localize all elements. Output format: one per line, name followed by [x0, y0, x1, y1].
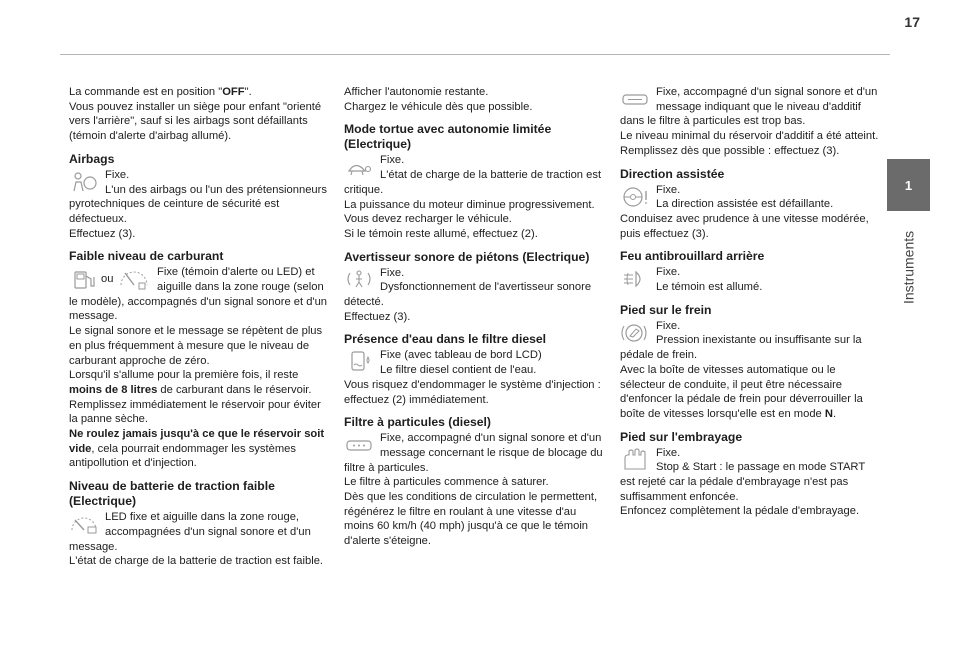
clutch-heading: Pied sur l'embrayage — [620, 429, 743, 444]
tortoise-status: Fixe. — [380, 154, 405, 167]
dpf-text-3: Dès que les conditions de circulation le permettent, régénérez le filtre en roulant à une vitesse d'au moins 60 km/h (40 mph) jusqu'à ce que le témoin d'alerte s'éteigne. — [344, 491, 598, 548]
foot-on-brake-icon — [620, 321, 652, 345]
tortoise-section — [344, 153, 606, 241]
brake-heading: Pied sur le frein — [620, 302, 712, 317]
page-number: 17 — [904, 14, 920, 30]
fuel-pump-icon — [69, 268, 101, 290]
intro-text: La commande est en position " — [69, 86, 223, 98]
column-1 — [69, 85, 331, 569]
additive-text-1: Fixe, accompagné d'un signal sonore et d'un message indiquant que le niveau d'additif dans le filtre à particules est trop bas. — [620, 86, 878, 128]
pedestrian-action: Effectuez (3). — [344, 310, 411, 323]
column-2 — [344, 85, 606, 549]
battery-text-1: LED fixe et aiguille dans la zone rouge, accompagnées d'un signal sonore et d'un message. — [69, 511, 311, 553]
battery-text-2: L'état de charge de la batterie de traction est faible. — [69, 555, 324, 568]
tortoise-text-4: Si le témoin reste allumé, effectuez (2). — [344, 227, 538, 240]
or-label: ou — [101, 272, 114, 285]
airbag-icon — [69, 170, 101, 194]
chapter-label: Instruments — [900, 230, 917, 304]
foglamp-section — [620, 265, 882, 294]
brake-text-2 — [620, 363, 882, 422]
fuel-text-3b: de carburant dans le réservoir. — [157, 383, 312, 396]
fuel-icons — [69, 267, 153, 291]
additive-text-2: Le niveau minimal du réservoir d'additif a été atteint. — [620, 130, 879, 143]
fuel-litres: moins de 8 litres — [69, 383, 158, 396]
foglamp-heading: Feu antibrouillard arrière — [620, 249, 765, 264]
pedestrian-horn-icon — [344, 268, 376, 292]
pedestrian-heading: Avertisseur sonore de piétons (Electrique) — [344, 249, 590, 264]
particle-filter-icon — [344, 433, 376, 457]
additive-section — [620, 85, 882, 159]
steering-heading: Direction assistée — [620, 166, 725, 181]
additive-text-3: Remplissez dès que possible : effectuez (3). — [620, 144, 840, 157]
fuel-text-1: Fixe (témoin d'alerte ou LED) et aiguille dans la zone rouge (selon le modèle), accompagnés d'un signal sonore et d'un message. — [69, 266, 328, 323]
rear-fog-lamp-icon — [620, 267, 652, 291]
brake-status: Fixe. — [656, 319, 681, 332]
pedestrian-status: Fixe. — [380, 266, 405, 279]
water-filter-heading: Présence d'eau dans le filtre diesel — [344, 332, 547, 347]
fuel-warning-rest: , cela pourrait endommager les systèmes antipollution et d'injection. — [69, 442, 296, 470]
clutch-status: Fixe. — [656, 446, 681, 459]
brake-text-2a: Avec la boîte de vitesses automatique ou le sélecteur de conduite, il peut être nécessaire d'enfoncer la pédale de frein pour déverrouiller la boîte de vitesses lorsqu'elle est en mode — [620, 363, 863, 420]
tortoise-text-3: Vous devez recharger le véhicule. — [344, 213, 512, 226]
water-text-1: Le filtre diesel contient de l'eau. — [380, 364, 537, 377]
column-3 — [620, 85, 882, 519]
clutch-text-2: Enfoncez complètement la pédale d'embrayage. — [620, 505, 860, 518]
water-in-diesel-icon — [344, 350, 376, 374]
water-status: Fixe (avec tableau de bord LCD) — [380, 349, 542, 362]
dpf-heading: Filtre à particules (diesel) — [344, 415, 491, 430]
clutch-section — [620, 446, 882, 520]
dpf-text-2: Le filtre à particules commence à saturer. — [344, 476, 549, 489]
clutch-text-1: Stop & Start : le passage en mode START est rejeté car la pédale d'embrayage n'est pas suffisamment enfoncée. — [620, 461, 865, 503]
fuel-text-4: Remplissez immédiatement le réservoir pour éviter la panne sèche. — [69, 398, 321, 426]
charge-text: Chargez le véhicule dès que possible. — [344, 100, 533, 113]
dpf-section — [344, 431, 606, 549]
gear-mode-n: N — [824, 407, 833, 420]
off-label: OFF — [222, 86, 245, 98]
steering-text-2: Conduisez avec prudence à une vitesse modérée, puis effectuez (3). — [620, 212, 869, 240]
intro-paragraph-1 — [69, 85, 331, 100]
foot-on-clutch-icon — [620, 448, 652, 472]
chapter-tab[interactable]: 1 — [887, 159, 930, 211]
airbags-status: Fixe. — [105, 168, 130, 181]
airbags-text: L'un des airbags ou l'un des prétensionneurs pyrotechniques de ceinture de sécurité est défectueux. — [69, 183, 327, 225]
fuel-warning-bold: Ne roulez jamais jusqu'à ce que le réservoir soit vide — [69, 428, 325, 455]
dpf-text-1: Fixe, accompagné d'un signal sonore et d'un message concernant le risque de blocage du filtre à particules. — [344, 432, 603, 474]
water-filter-section — [344, 348, 606, 407]
airbags-heading: Airbags — [69, 151, 115, 166]
tortoise-text-1: L'état de charge de la batterie de traction est critique. — [344, 169, 602, 196]
fuel-text-3a: Lorsqu'il s'allume pour la première fois, il reste — [69, 369, 299, 382]
brake-section — [620, 319, 882, 422]
foglamp-status: Fixe. — [656, 266, 681, 279]
pedestrian-section — [344, 266, 606, 325]
airbags-section — [69, 168, 331, 242]
water-text-2: Vous risquez d'endommager le système d'injection : effectuez (2) immédiatement. — [344, 378, 601, 406]
fuel-section — [69, 265, 331, 471]
fuel-heading: Faible niveau de carburant — [69, 249, 224, 264]
fuel-warning — [69, 427, 331, 471]
fuel-text-3 — [69, 368, 331, 397]
brake-text-2b: . — [832, 407, 837, 420]
steering-status: Fixe. — [656, 183, 681, 196]
particle-filter-additive-icon — [620, 87, 652, 111]
steering-wheel-icon — [620, 185, 652, 209]
tortoise-heading: Mode tortue avec autonomie limitée (Electrique) — [344, 122, 552, 152]
fuel-gauge-icon — [117, 267, 151, 291]
steering-section — [620, 183, 882, 242]
range-text: Afficher l'autonomie restante. — [344, 86, 489, 98]
battery-gauge-icon — [69, 512, 101, 536]
tortoise-icon — [344, 155, 376, 179]
pedestrian-text: Dysfonctionnement de l'avertisseur sonore détecté. — [344, 281, 592, 309]
steering-text-1: La direction assistée est défaillante. — [656, 198, 834, 211]
tortoise-text-2: La puissance du moteur diminue progressivement. — [344, 198, 595, 211]
header-rule — [60, 54, 890, 55]
battery-section — [69, 510, 331, 569]
intro-text-end: ". — [244, 86, 252, 98]
battery-heading: Niveau de batterie de traction faible (Electrique) — [69, 479, 275, 509]
fuel-text-2: Le signal sonore et le message se répètent de plus en plus fréquemment à mesure que le niveau de carburant approche de zéro. — [69, 325, 323, 367]
intro-paragraph-2: Vous pouvez installer un siège pour enfant "orienté vers l'arrière", sauf si les airbags sont défaillants (témoin d'alerte d'airbag allumé). — [69, 100, 322, 143]
foglamp-text: Le témoin est allumé. — [656, 281, 763, 294]
brake-text-1: Pression inexistante ou insuffisante sur la pédale de frein. — [620, 334, 862, 362]
airbags-action: Effectuez (3). — [69, 227, 136, 240]
